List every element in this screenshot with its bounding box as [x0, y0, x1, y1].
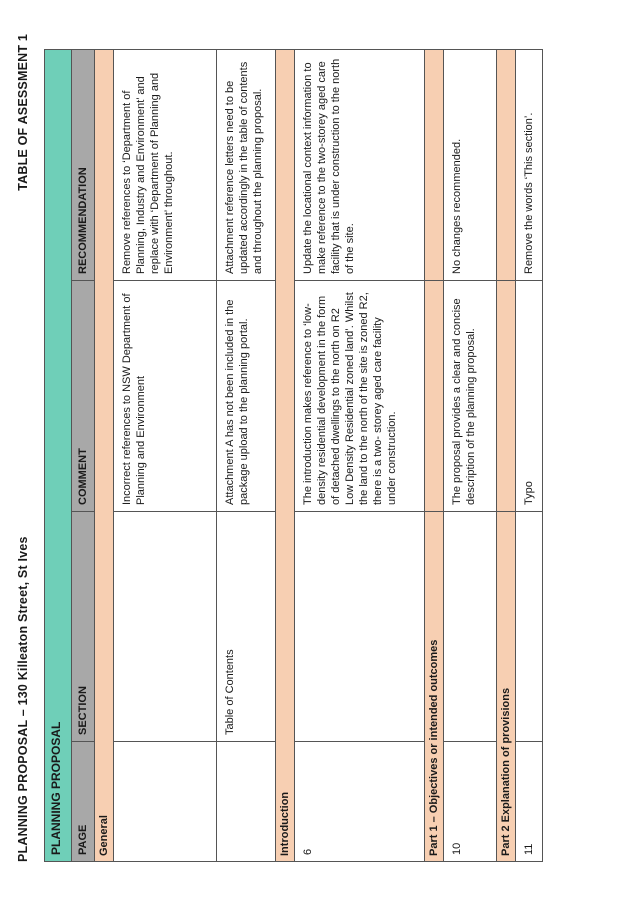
- cell-section: [114, 512, 217, 742]
- cell-recommendation: No changes recommended.: [444, 49, 497, 280]
- section-heading-part-1: Part 1 – Objectives or intended outcomes: [425, 512, 444, 862]
- section-heading-part-2: Part 2 Explanation of provisions: [497, 512, 516, 862]
- cell-recommendation: Attachment reference letters need to be updated accordingly in the table of contents and throughout the planning proposal.: [217, 49, 276, 280]
- table-title: PLANNING PROPOSAL: [45, 49, 72, 861]
- cell-comment: The introduction makes reference to ‘low-density residential development in the form of detached dwellings to the north on R2 Low Density Residential zoned land’. Whilst the land to the north of the site is zoned R2, there is a two- storey aged care facility under construction.: [295, 281, 425, 512]
- column-header-page: PAGE: [72, 742, 95, 862]
- table-row: [295, 49, 425, 861]
- cell-page: [114, 742, 217, 862]
- cell-recommendation: Remove references to ‘Department of Planning, Industry and Environment’ and replace with ‘Department of Planning and Environment’ throughout.: [114, 49, 217, 280]
- cell-page: 11: [516, 742, 543, 862]
- section-heading-general: General: [95, 49, 114, 861]
- table-row: [444, 49, 497, 861]
- document-header-title: PLANNING PROPOSAL – 130 Killeaton Street, St Ives: [16, 536, 30, 862]
- cell-section: [444, 512, 497, 742]
- table-row: [516, 49, 543, 861]
- cell-section: [295, 512, 425, 742]
- column-header-comment: COMMENT: [72, 281, 95, 512]
- cell-page: 6: [295, 742, 425, 862]
- column-header-recommendation: RECOMMENDATION: [72, 49, 95, 280]
- cell-section: Table of Contents: [217, 512, 276, 742]
- cell-comment: Incorrect references to NSW Department of Planning and Environment: [114, 281, 217, 512]
- cell-page: [217, 742, 276, 862]
- cell-recommendation: Remove the words ‘This section’.: [516, 49, 543, 280]
- cell-section: [516, 512, 543, 742]
- cell-comment: Attachment A has not been included in the package upload to the planning portal.: [217, 281, 276, 512]
- column-header-section: SECTION: [72, 512, 95, 742]
- table-row: [114, 49, 217, 861]
- table-row: [217, 49, 276, 861]
- cell-comment: The proposal provides a clear and concise description of the planning proposal.: [444, 281, 497, 512]
- assessment-table: [44, 49, 543, 862]
- section-heading-introduction: Introduction: [276, 49, 295, 861]
- document-header-table-number: TABLE OF ASESSMENT 1: [16, 34, 30, 191]
- cell-recommendation: Update the locational context information to make reference to the two-storey aged care facility that is under construction to the north of the site.: [295, 49, 425, 280]
- cell-page: 10: [444, 742, 497, 862]
- cell-comment: Typo: [516, 281, 543, 512]
